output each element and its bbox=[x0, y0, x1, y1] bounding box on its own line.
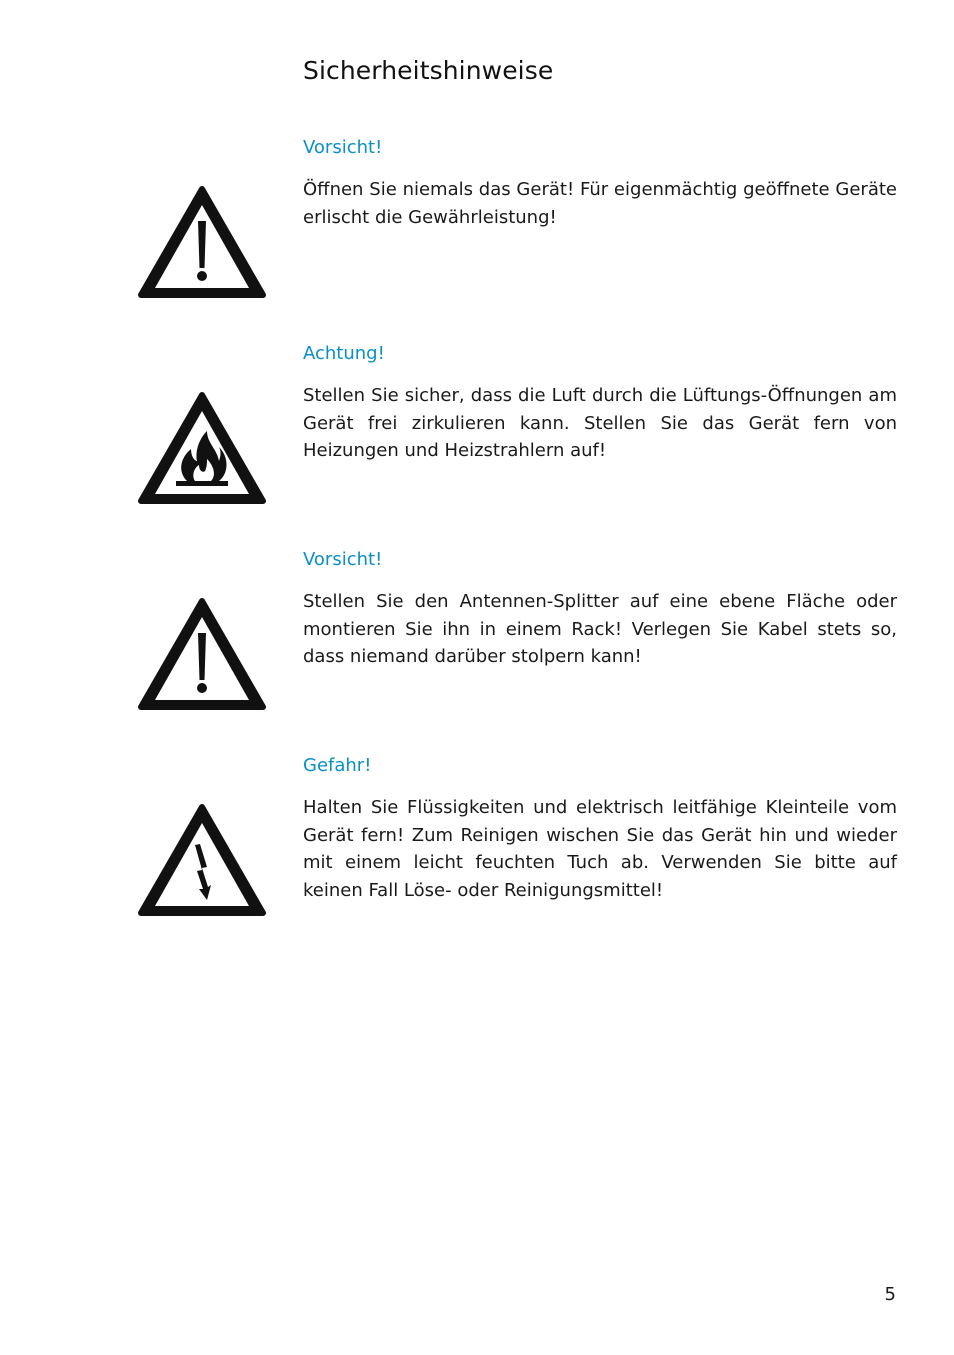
section-heading: Vorsicht! bbox=[303, 549, 383, 570]
section-heading: Achtung! bbox=[303, 343, 385, 364]
electric-shock-warning-icon bbox=[137, 803, 267, 917]
fire-warning-icon bbox=[137, 391, 267, 505]
page-number: 5 bbox=[884, 1284, 896, 1305]
section-text: Stellen Sie sicher, dass die Luft durch die Lüftungs-Öffnungen am Gerät frei zirkulieren kann. Stellen Sie das Gerät fern von Heizungen und Heizstrahlern auf! bbox=[303, 385, 897, 461]
section-text: Öffnen Sie niemals das Gerät! Für eigenmächtig geöffnete Geräte erlischt die Gewährleistung! bbox=[303, 179, 897, 228]
page-title: Sicherheitshinweise bbox=[303, 56, 554, 85]
section-text: Halten Sie Flüssigkeiten und elektrisch leitfähige Kleinteile vom Gerät fern! Zum Reinigen wischen Sie das Gerät hin und wieder mit einem leicht feuchten Tuch ab. Verwenden Sie bitte auf keinen Fall Löse- oder Reinigungsmittel! bbox=[303, 797, 897, 901]
section-heading: Gefahr! bbox=[303, 755, 372, 776]
section-heading: Vorsicht! bbox=[303, 137, 383, 158]
section-text: Stellen Sie den Antennen-Splitter auf eine ebene Fläche oder montieren Sie ihn in einem Rack! Verlegen Sie Kabel stets so, dass niemand darüber stolpern kann! bbox=[303, 591, 897, 667]
exclamation-warning-icon bbox=[137, 597, 267, 711]
exclamation-warning-icon bbox=[137, 185, 267, 299]
